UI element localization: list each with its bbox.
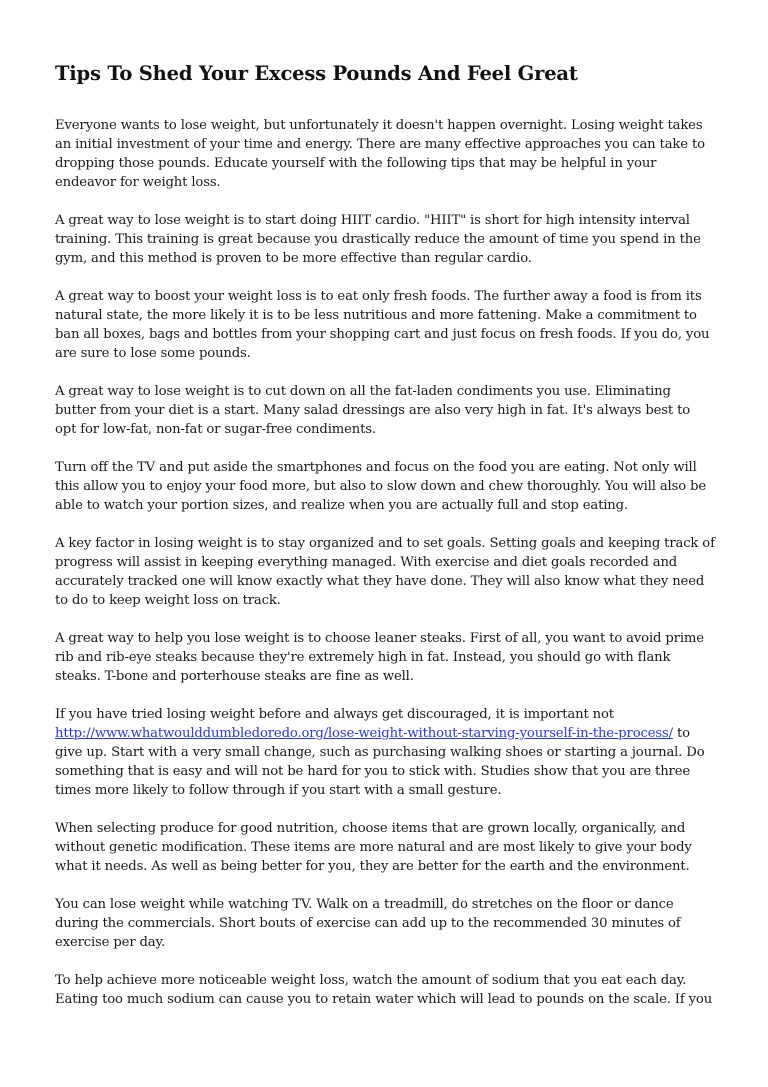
paragraph-steaks: A great way to help you lose weight is to choose leaner steaks. First of all, you want to avoid prime rib and rib-eye steaks because they're extremely high in fat. Instead, you should go with flank steaks. T-bone and porterhouse steaks are fine as well. — [55, 631, 704, 684]
paragraph-hiit: A great way to lose weight is to start doing HIIT cardio. "HIIT" is short for high intensity interval training. This training is great because you drastically reduce the amount of time you spend in the gym, and this method is proven to be more effective than regular cardio. — [55, 213, 701, 266]
paragraph-sodium: To help achieve more noticeable weight loss, watch the amount of sodium that you eat each day. Eating too much sodium can cause you to retain water which will lead to pounds on the scale. If you — [55, 973, 713, 1007]
paragraph-goals: A key factor in losing weight is to stay organized and to set goals. Setting goals and keeping track of progress will assist in keeping everything managed. With exercise and diet goals recorded and accurately tracked one will know exactly what they have done. They will also know what they need to do to keep weight loss on track. — [55, 536, 715, 608]
paragraph-watching-tv: You can lose weight while watching TV. Walk on a treadmill, do stretches on the floor or dance during the commercials. Short bouts of exercise can add up to the recommended 30 minutes of exercise per day. — [55, 897, 681, 950]
paragraph-discouraged — [55, 705, 715, 800]
paragraph-fresh-foods: A great way to boost your weight loss is to eat only fresh foods. The further away a food is from its natural state, the more likely it is to be less nutritious and more fattening. Make a commitment to ban all boxes, bags and bottles from your shopping cart and just focus on fresh foods. If you do, you are sure to lose some pounds. — [55, 289, 710, 361]
paragraph-discouraged-tail: to give up. Start with a very small change, such as purchasing walking shoes or starting a journal. Do something that is easy and will not be hard for you to stick with. Studies show that you are three times more likely to follow through if you start with a small gesture. — [55, 726, 705, 798]
paragraph-discouraged-lead: If you have tried losing weight before and always get discouraged, it is important not — [55, 707, 614, 722]
paragraph-condiments: A great way to lose weight is to cut down on all the fat-laden condiments you use. Eliminating butter from your diet is a start. Many salad dressings are also very high in fat. It's always best to opt for low-fat, non-fat or sugar-free condiments. — [55, 384, 691, 437]
paragraph-intro: Everyone wants to lose weight, but unfortunately it doesn't happen overnight. Losing weight takes an initial investment of your time and energy. There are many effective approaches you can take to dropping those pounds. Educate yourself with the following tips that may be helpful in your endeavor for weight loss. — [55, 118, 705, 190]
document-page — [55, 60, 715, 1028]
paragraph-produce: When selecting produce for good nutrition, choose items that are grown locally, organically, and without genetic modification. These items are more natural and are most likely to give your body what it needs. As well as being better for you, they are better for the earth and the environment. — [55, 821, 692, 874]
paragraph-tv: Turn off the TV and put aside the smartphones and focus on the food you are eating. Not only will this allow you to enjoy your food more, but also to slow down and chew thoroughly. You will also be able to watch your portion sizes, and realize when you are actually full and stop eating. — [55, 460, 707, 513]
article-link[interactable]: http://www.whatwoulddumbledoredo.org/lose-weight-without-starving-yourself-in-the-process/ — [55, 726, 673, 741]
document-title: Tips To Shed Your Excess Pounds And Feel Great — [55, 62, 578, 85]
